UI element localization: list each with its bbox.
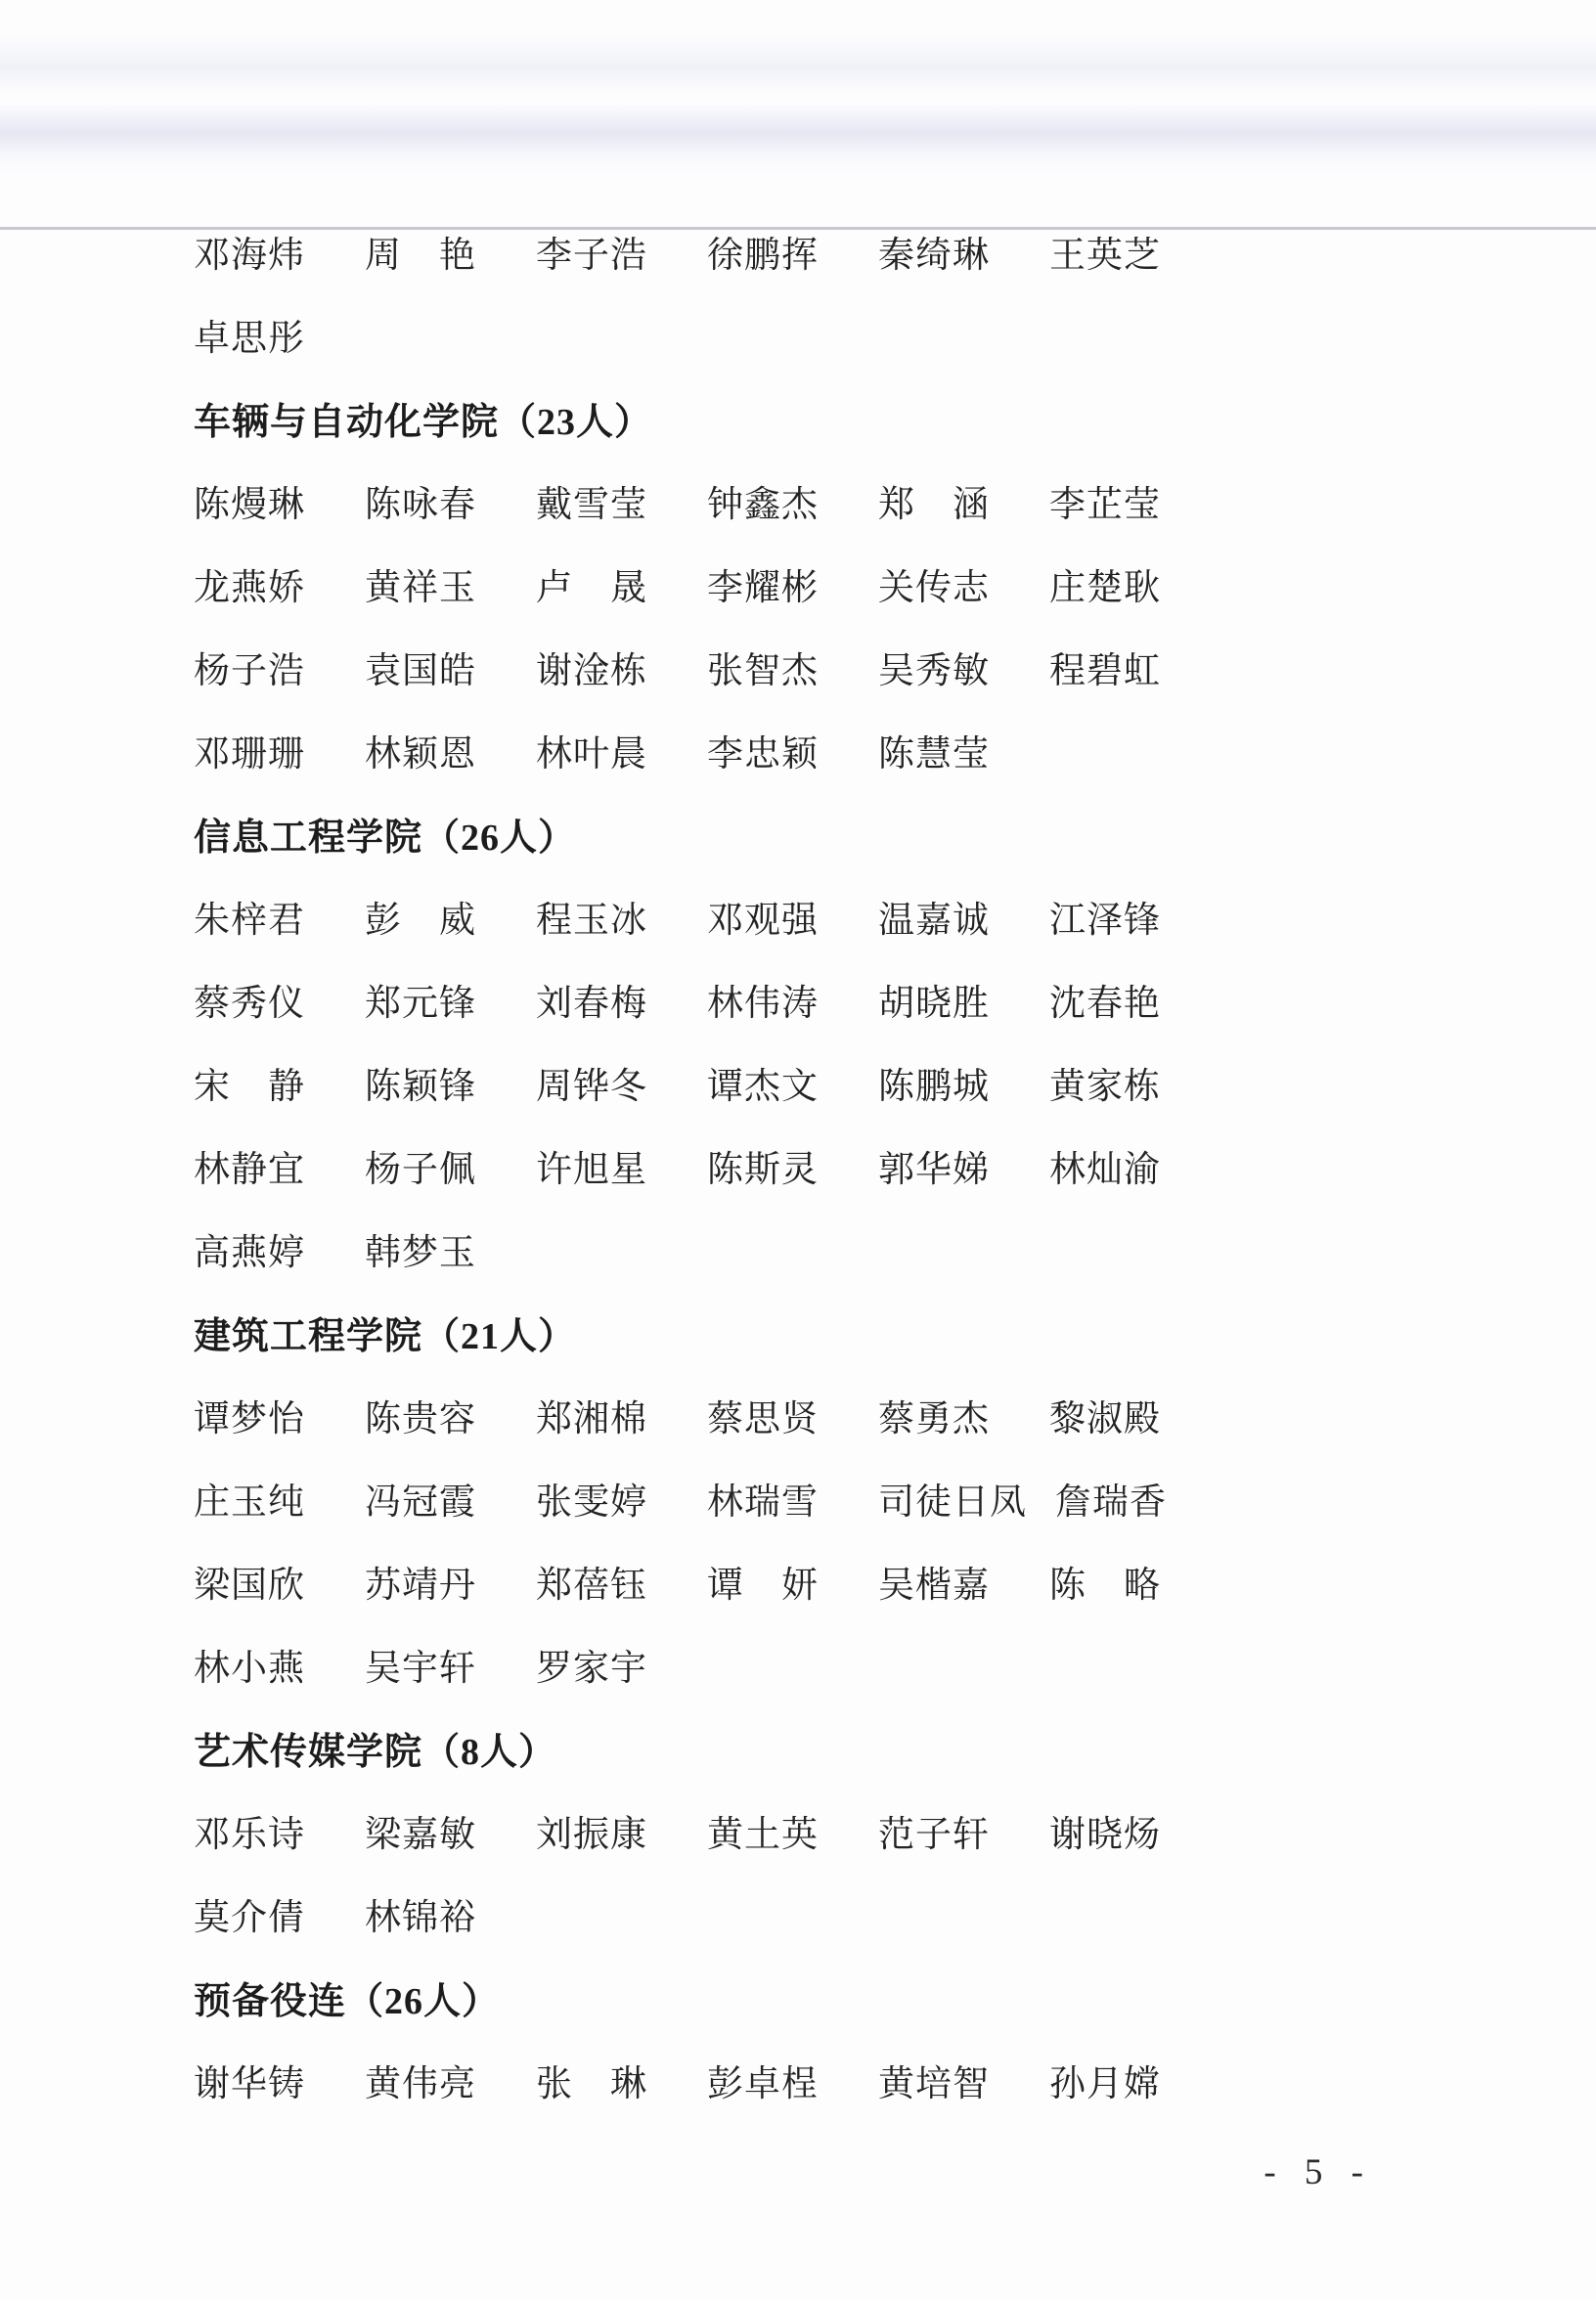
person-name: 张智杰 bbox=[707, 651, 819, 691]
person-name: 谢淦栋 bbox=[536, 651, 647, 691]
name-row bbox=[194, 2065, 1211, 2104]
person-name: 谢晓炀 bbox=[1049, 1815, 1161, 1855]
person-name: 吴楷嘉 bbox=[878, 1566, 990, 1606]
person-name: 庄楚耿 bbox=[1049, 568, 1161, 608]
person-name: 杨子佩 bbox=[365, 1150, 476, 1190]
name-row bbox=[194, 1650, 1211, 1689]
scan-artifact-line bbox=[0, 227, 1596, 230]
person-name: 林锦裕 bbox=[365, 1898, 476, 1938]
person-name: 詹瑞香 bbox=[1055, 1482, 1167, 1523]
person-name: 谢华铸 bbox=[194, 2064, 305, 2104]
person-name: 郑元锋 bbox=[365, 984, 476, 1024]
person-name: 邓珊珊 bbox=[194, 734, 305, 774]
person-name: 陈斯灵 bbox=[707, 1150, 819, 1190]
person-name: 钟鑫杰 bbox=[707, 485, 819, 525]
name-row bbox=[194, 320, 1211, 359]
person-name: 张 琳 bbox=[536, 2064, 647, 2104]
person-name: 秦绮琳 bbox=[878, 236, 990, 276]
person-name: 林叶晨 bbox=[536, 734, 647, 774]
person-name: 蔡思贤 bbox=[707, 1399, 819, 1439]
person-name: 邓观强 bbox=[707, 901, 819, 941]
person-name: 蔡勇杰 bbox=[878, 1399, 990, 1439]
person-name: 王英芝 bbox=[1049, 236, 1161, 276]
person-name: 温嘉诚 bbox=[878, 901, 990, 941]
person-name: 江泽锋 bbox=[1049, 901, 1161, 941]
person-name: 彭卓桯 bbox=[707, 2064, 819, 2104]
person-name: 徐鹏挥 bbox=[707, 236, 819, 276]
person-name: 吴秀敏 bbox=[878, 651, 990, 691]
person-name: 吴宇轩 bbox=[365, 1649, 476, 1689]
name-row bbox=[194, 1234, 1211, 1273]
person-name: 韩梦玉 bbox=[365, 1233, 476, 1273]
person-name: 郑湘棉 bbox=[536, 1399, 647, 1439]
person-name: 李芷莹 bbox=[1049, 485, 1161, 525]
person-name: 孙月嫦 bbox=[1049, 2064, 1161, 2104]
person-name: 陈贵容 bbox=[365, 1399, 476, 1439]
person-name: 莫介倩 bbox=[194, 1898, 305, 1938]
person-name: 陈慧莹 bbox=[878, 734, 990, 774]
person-name: 黄土英 bbox=[707, 1815, 819, 1855]
person-name: 邓海炜 bbox=[194, 236, 305, 276]
name-row bbox=[194, 1899, 1211, 1938]
section-heading: 建筑工程学院（21人） bbox=[194, 1316, 577, 1357]
person-name: 黄祥玉 bbox=[365, 568, 476, 608]
scan-artifact-band bbox=[0, 35, 1596, 94]
name-row bbox=[194, 1068, 1211, 1107]
section-heading: 艺术传媒学院（8人） bbox=[194, 1732, 557, 1773]
person-name: 彭 威 bbox=[365, 901, 476, 941]
person-name: 周 艳 bbox=[365, 236, 476, 276]
person-name: 卓思彤 bbox=[194, 319, 305, 359]
person-name: 李子浩 bbox=[536, 236, 647, 276]
name-row bbox=[194, 237, 1211, 276]
name-row bbox=[194, 902, 1211, 941]
person-name: 陈咏春 bbox=[365, 485, 476, 525]
person-name: 周铧冬 bbox=[536, 1067, 647, 1107]
name-row bbox=[194, 1483, 1211, 1523]
person-name: 黄培智 bbox=[878, 2064, 990, 2104]
person-name: 林颖恩 bbox=[365, 734, 476, 774]
person-name: 卢 晟 bbox=[536, 568, 647, 608]
person-name: 郑 涵 bbox=[878, 485, 990, 525]
person-name: 林小燕 bbox=[194, 1649, 305, 1689]
person-name: 陈鹏城 bbox=[878, 1067, 990, 1107]
person-name: 黄家栋 bbox=[1049, 1067, 1161, 1107]
person-name: 黄伟亮 bbox=[365, 2064, 476, 2104]
person-name: 邓乐诗 bbox=[194, 1815, 305, 1855]
name-row bbox=[194, 1567, 1211, 1606]
person-name: 苏靖丹 bbox=[365, 1566, 476, 1606]
person-name: 陈熳琳 bbox=[194, 485, 305, 525]
person-name: 刘振康 bbox=[536, 1815, 647, 1855]
person-name: 林瑞雪 bbox=[707, 1482, 819, 1523]
person-name: 许旭星 bbox=[536, 1150, 647, 1190]
person-name: 程玉冰 bbox=[536, 901, 647, 941]
person-name: 郭华娣 bbox=[878, 1150, 990, 1190]
person-name: 杨子浩 bbox=[194, 651, 305, 691]
page-body bbox=[194, 237, 1211, 2148]
name-row bbox=[194, 1151, 1211, 1190]
person-name: 谭梦怡 bbox=[194, 1399, 305, 1439]
page-number: - 5 - bbox=[1264, 2152, 1373, 2192]
person-name: 庄玉纯 bbox=[194, 1482, 305, 1523]
person-name: 刘春梅 bbox=[536, 984, 647, 1024]
person-name: 黎淑殿 bbox=[1049, 1399, 1161, 1439]
name-row bbox=[194, 985, 1211, 1024]
name-row bbox=[194, 569, 1211, 608]
person-name: 李忠颖 bbox=[707, 734, 819, 774]
person-name: 林静宜 bbox=[194, 1150, 305, 1190]
person-name: 谭 妍 bbox=[707, 1566, 819, 1606]
person-name: 戴雪莹 bbox=[536, 485, 647, 525]
section-heading: 预备役连（26人） bbox=[194, 1981, 501, 2022]
person-name: 范子轩 bbox=[878, 1815, 990, 1855]
person-name: 郑蓓钰 bbox=[536, 1566, 647, 1606]
name-row bbox=[194, 652, 1211, 691]
person-name: 司徒日凤 bbox=[878, 1482, 1027, 1523]
person-name: 陈 略 bbox=[1049, 1566, 1161, 1606]
person-name: 张雯婷 bbox=[536, 1482, 647, 1523]
person-name: 梁嘉敏 bbox=[365, 1815, 476, 1855]
name-row bbox=[194, 486, 1211, 525]
person-name: 林伟涛 bbox=[707, 984, 819, 1024]
person-name: 李耀彬 bbox=[707, 568, 819, 608]
person-name: 宋 静 bbox=[194, 1067, 305, 1107]
section-heading: 车辆与自动化学院（23人） bbox=[194, 402, 653, 443]
person-name: 陈颖锋 bbox=[365, 1067, 476, 1107]
person-name: 胡晓胜 bbox=[878, 984, 990, 1024]
person-name: 谭杰文 bbox=[707, 1067, 819, 1107]
person-name: 袁国皓 bbox=[365, 651, 476, 691]
person-name: 高燕婷 bbox=[194, 1233, 305, 1273]
person-name: 沈春艳 bbox=[1049, 984, 1161, 1024]
section-heading: 信息工程学院（26人） bbox=[194, 818, 577, 859]
person-name: 关传志 bbox=[878, 568, 990, 608]
name-row bbox=[194, 735, 1211, 774]
name-row bbox=[194, 1400, 1211, 1439]
name-row bbox=[194, 1816, 1211, 1855]
scan-artifact-band bbox=[0, 104, 1596, 174]
person-name: 梁国欣 bbox=[194, 1566, 305, 1606]
person-name: 林灿渝 bbox=[1049, 1150, 1161, 1190]
person-name: 罗家宇 bbox=[536, 1649, 647, 1689]
person-name: 朱梓君 bbox=[194, 901, 305, 941]
person-name: 龙燕娇 bbox=[194, 568, 305, 608]
person-name: 冯冠霞 bbox=[365, 1482, 476, 1523]
person-name: 程碧虹 bbox=[1049, 651, 1161, 691]
person-name: 蔡秀仪 bbox=[194, 984, 305, 1024]
